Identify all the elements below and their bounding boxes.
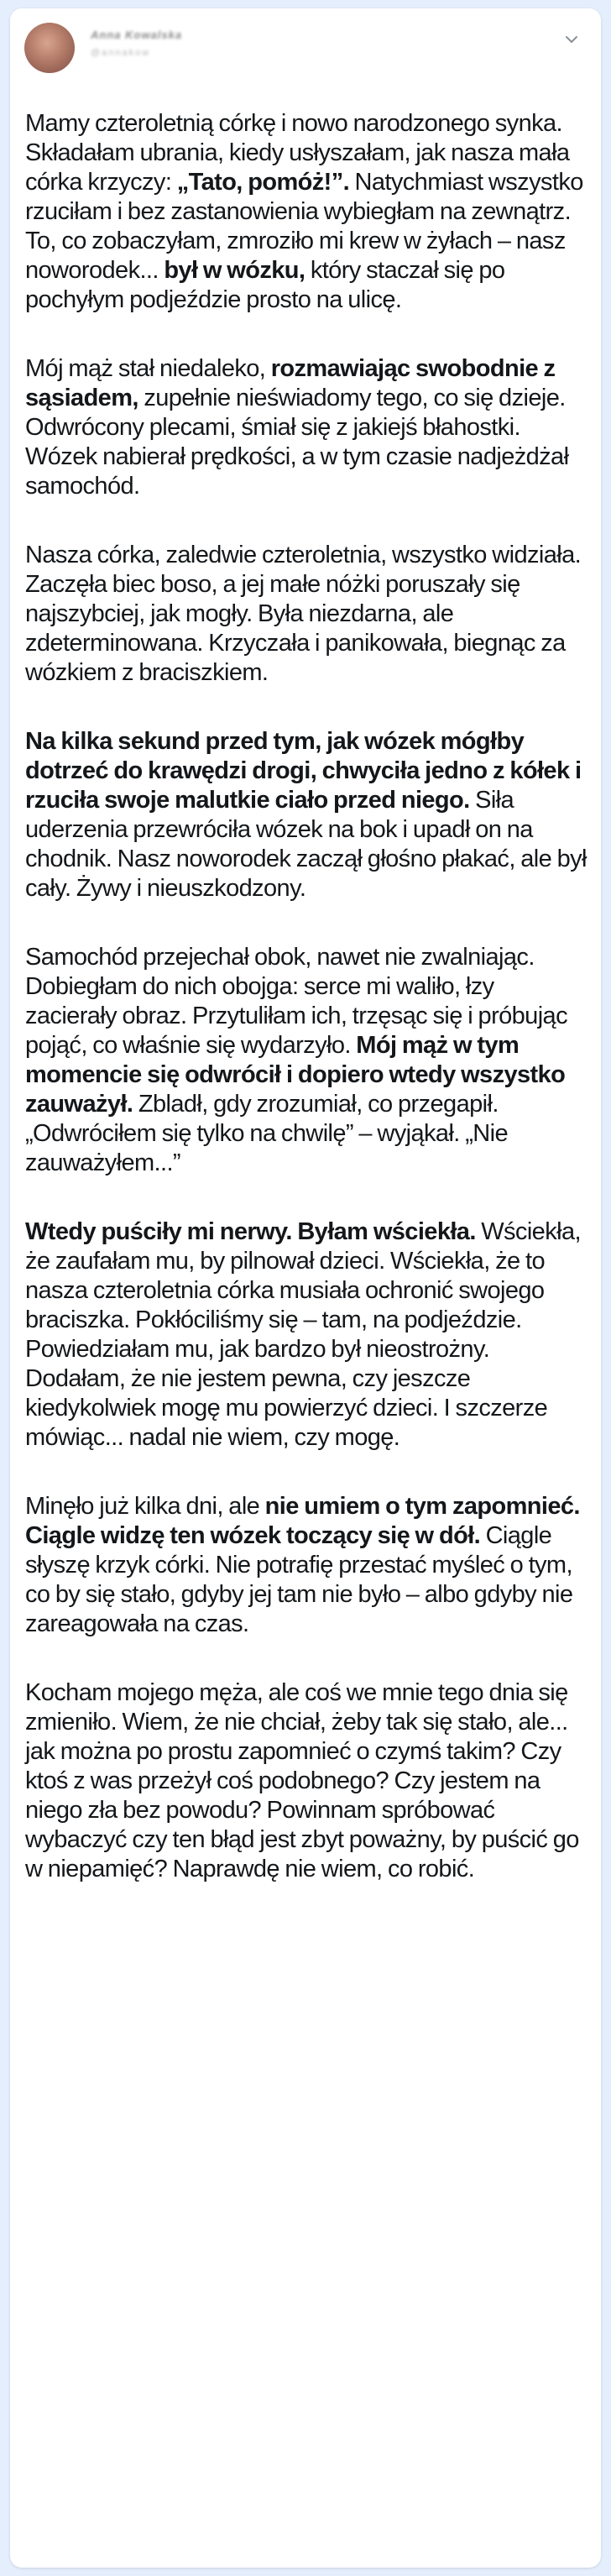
emphasized-text: nie umiem o tym zapomnieć. Ciągle widzę ten wózek toczący się w dół. bbox=[25, 1493, 580, 1549]
post-body bbox=[25, 109, 588, 1924]
avatar[interactable] bbox=[24, 23, 75, 73]
post-paragraph bbox=[25, 1492, 588, 1639]
post-paragraph bbox=[25, 1678, 588, 1884]
paragraph-text: Wściekła, że zaufałam mu, by pilnował dzieci. Wściekła, że to nasza czteroletnia córka musiała ochronić swojego braciszka. Pokłóciliśmy się – tam, na podjeździe. Powiedziałam mu, jak bardzo był nieostrożny. Dodałam, że nie jestem pewna, czy jeszcze kiedykolwiek mogę mu powierzyć dzieci. I szczerze mówiąc... nadal nie wiem, czy mogę. bbox=[25, 1218, 581, 1451]
paragraph-text: Ciągle słyszę krzyk córki. Nie potrafię przestać myśleć o tym, co by się stało, gdyby jej tam nie było – albo gdyby nie zareagowała na czas. bbox=[25, 1522, 573, 1637]
post-paragraph bbox=[25, 541, 588, 688]
author-info[interactable] bbox=[91, 29, 182, 58]
post-paragraph bbox=[25, 1217, 588, 1453]
post-paragraph bbox=[25, 354, 588, 501]
paragraph-text: Mój mąż stał niedaleko, bbox=[25, 355, 271, 382]
paragraph-text: Zbladł, gdy zrozumiał, co przegapił. „Odwróciłem się tylko na chwilę” – wyjąkał. „Nie zauważyłem...” bbox=[25, 1091, 508, 1176]
post-header bbox=[10, 8, 601, 84]
paragraph-text: Kocham mojego męża, ale coś we mnie tego dnia się zmieniło. Wiem, że nie chciał, żeby tak się stało, ale... jak można po prostu zapomnieć o czymś takim? Czy ktoś z was przeżył coś podobnego? Czy jestem na niego zła bez powodu? Powinnam spróbować wybaczyć czy ten błąd jest zbyt poważny, by puścić go w niepamięć? Naprawdę nie wiem, co robić. bbox=[25, 1679, 579, 1882]
post-card bbox=[10, 8, 601, 2568]
author-handle[interactable]: @annakow bbox=[91, 48, 151, 58]
paragraph-text: Minęło już kilka dni, ale bbox=[25, 1493, 265, 1520]
emphasized-text: był w wózku, bbox=[164, 257, 306, 284]
paragraph-text: zupełnie nieświadomy tego, co się dzieje. Odwrócony plecami, śmiał się z jakiejś błahostki. Wózek nabierał prędkości, a w tym czasie nadjeżdżał samochód. bbox=[25, 385, 569, 500]
paragraph-text: który staczał się po pochyłym podjeździe prosto na ulicę. bbox=[25, 257, 505, 313]
author-name[interactable]: Anna Kowalska bbox=[91, 29, 183, 41]
chevron-down-icon[interactable] bbox=[564, 32, 579, 47]
post-paragraph bbox=[25, 943, 588, 1178]
paragraph-text: Samochód przejechał obok, nawet nie zwalniając. Dobiegłam do nich obojga: serce mi waliło, łzy zacierały obraz. Przytuliłam ich, trzęsąc się i próbując pojąć, co właśnie się wydarzyło. bbox=[25, 944, 567, 1059]
emphasized-text: Na kilka sekund przed tym, jak wózek mógłby dotrzeć do krawędzi drogi, chwyciła jedno z kółek i rzuciła swoje malutkie ciało przed niego. bbox=[25, 728, 582, 814]
paragraph-text: Nasza córka, zaledwie czteroletnia, wszystko widziała. Zaczęła biec boso, a jej małe nóżki poruszały się najszybciej, jak mogły. Była niezdarna, ale zdeterminowana. Krzyczała i panikowała, biegnąc za wózkiem z braciszkiem. bbox=[25, 542, 582, 686]
emphasized-text: Wtedy puściły mi nerwy. Byłam wściekła. bbox=[25, 1218, 476, 1245]
emphasized-text: „Tato, pomóż!”. bbox=[176, 169, 350, 196]
paragraph-text: Natychmiast wszystko rzuciłam i bez zastanowienia wybiegłam na zewnątrz. To, co zobaczyłam, zmroziło mi krew w żyłach – nasz noworodek... bbox=[25, 169, 583, 284]
paragraph-text: Siła uderzenia przewróciła wózek na bok i upadł on na chodnik. Nasz noworodek zaczął głośno płakać, ale był cały. Żywy i nieuszkodzony. bbox=[25, 787, 587, 902]
post-paragraph bbox=[25, 727, 588, 903]
emphasized-text: rozmawiając swobodnie z sąsiadem, bbox=[25, 355, 556, 411]
paragraph-text: Mamy czteroletnią córkę i nowo narodzonego synka. Składałam ubrania, kiedy usłyszałam, jak nasza mała córka krzyczy: bbox=[25, 110, 570, 196]
emphasized-text: Mój mąż w tym momencie się odwrócił i dopiero wtedy wszystko zauważył. bbox=[25, 1032, 566, 1118]
post-paragraph bbox=[25, 109, 588, 315]
